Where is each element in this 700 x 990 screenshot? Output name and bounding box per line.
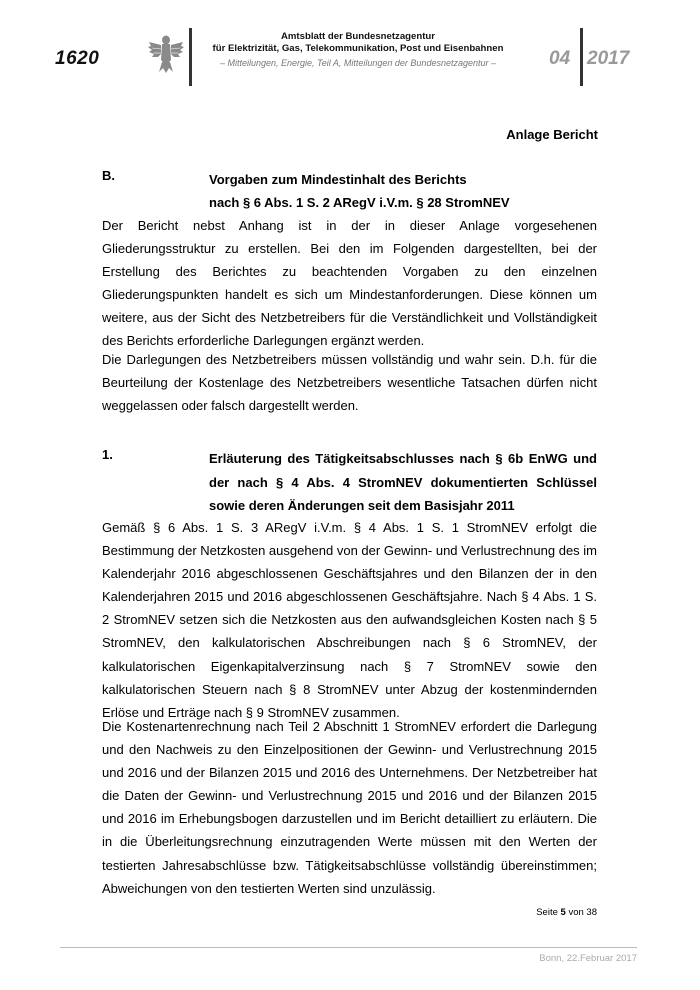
page-indicator-von: von (568, 907, 584, 918)
paragraph-3: Gemäß § 6 Abs. 1 S. 3 ARegV i.V.m. § 4 Abs. 1 S. 1 StromNEV erfolgt die Bestimmung der Netzkosten ausgehend von der Gewinn- und Verlustrechnung des im Kalenderjahr 2016 abgeschlossenen Geschäftsjahres und den Bilanzen der in den Kalenderjahren 2015 und 2016 abgeschlossenen Geschäftsjahre. Nach § 4 Abs. 1 S. 2 StromNEV setzen sich die Netzkosten aus den aufwandsgleichen Kosten nach § 5 StromNEV, den kalkulatorischen Abschreibungen nach § 6 StromNEV, der kalkulatorischen Eigenkapitalverzinsung nach § 7 StromNEV sowie den kalkulatorischen Steuern nach § 8 StromNEV unter Abzug der kostenmindernden Erlöse und Erträge nach § 9 StromNEV zusammen. (102, 520, 598, 720)
issue-number: 04 (549, 48, 571, 69)
header-title (200, 31, 516, 55)
section-b-letter: B. (102, 168, 115, 183)
section-1-number: 1. (102, 447, 113, 462)
section-b-title-line2: nach § 6 Abs. 1 S. 2 ARegV i.V.m. § 28 StromNEV (209, 195, 510, 210)
paragraph-4: Die Kostenartenrechnung nach Teil 2 Abschnitt 1 StromNEV erfordert die Darlegung und den Nachweis zu den Einzelpositionen der Gewinn- und Verlustrechnung 2015 und 2016 und der Bilanzen 2015 und 2016 des Unternehmens. Der Netzbetreiber hat die Daten der Gewinn- und Verlustrechnung 2015 und 2016 und der Bilanzen 2015 und 2016 im Erhebungsbogen darzustellen und im Bericht detailliert zu erläutern. Die in die Überleitungsrechnung einzutragenden Werte müssen mit den Werten der testierten Jahresabschlüsse bzw. Tätigkeitsabschlüsse vollständig übereinstimmen; Abweichungen von den testierten Werten sind unzulässig. (102, 719, 597, 896)
footer-place-date: Bonn, 22.Februar 2017 (539, 953, 637, 964)
paragraph-2: Die Darlegungen des Netzbetreibers müssen vollständig und wahr sein. D.h. für die Beurteilung der Kostenlage des Netzbetreibers wesentliche Tatsachen dürfen nicht weggelassen oder falsch dargestellt werden. (102, 352, 597, 414)
federal-eagle-icon (146, 32, 186, 76)
header-title-line1: Amtsblatt der Bundesnetzagentur (280, 31, 436, 42)
header-title-line2: für Elektrizität, Gas, Telekommunikation, Post und Eisenbahnen (212, 43, 504, 54)
page-indicator (536, 907, 597, 918)
page-indicator-total: 38 (586, 907, 597, 918)
page-number: 1620 (55, 48, 100, 69)
paragraph-1: Der Bericht nebst Anhang ist in der in dieser Anlage vorgesehenen Gliederungsstruktur zu erstellen. Bei den im Folgenden dargestellten, bei der Erstellung des Berichtes zu beachtenden Vorgaben zu den einzelnen Gliederungspunkten handelt es sich um Mindestanforderungen. Diese können um weitere, aus der Sicht des Netzbetreibers für die Verständlichkeit und Vollständigkeit des Berichts erforderliche Darlegungen ergänzt werden. (102, 218, 597, 349)
section-1-title: Erläuterung des Tätigkeitsabschlusses nach § 6b EnWG und der nach § 4 Abs. 4 StromNEV dokumentierten Schlüssel sowie deren Änderungen seit dem Basisjahr 2011 (209, 451, 597, 513)
section-b-title-line1: Vorgaben zum Mindestinhalt des Berichts (209, 172, 467, 187)
annex-label: Anlage Bericht (506, 127, 598, 142)
header-subtitle: – Mitteilungen, Energie, Teil A, Mitteilungen der Bundesnetzagentur – (219, 58, 496, 68)
section-b-title (209, 168, 599, 214)
page-indicator-current: 5 (560, 907, 566, 918)
footer-divider (60, 947, 637, 948)
header-divider-left (189, 28, 192, 86)
page-indicator-label: Seite (536, 907, 558, 918)
issue-year: 2017 (587, 48, 630, 69)
header-divider-right (580, 28, 583, 86)
